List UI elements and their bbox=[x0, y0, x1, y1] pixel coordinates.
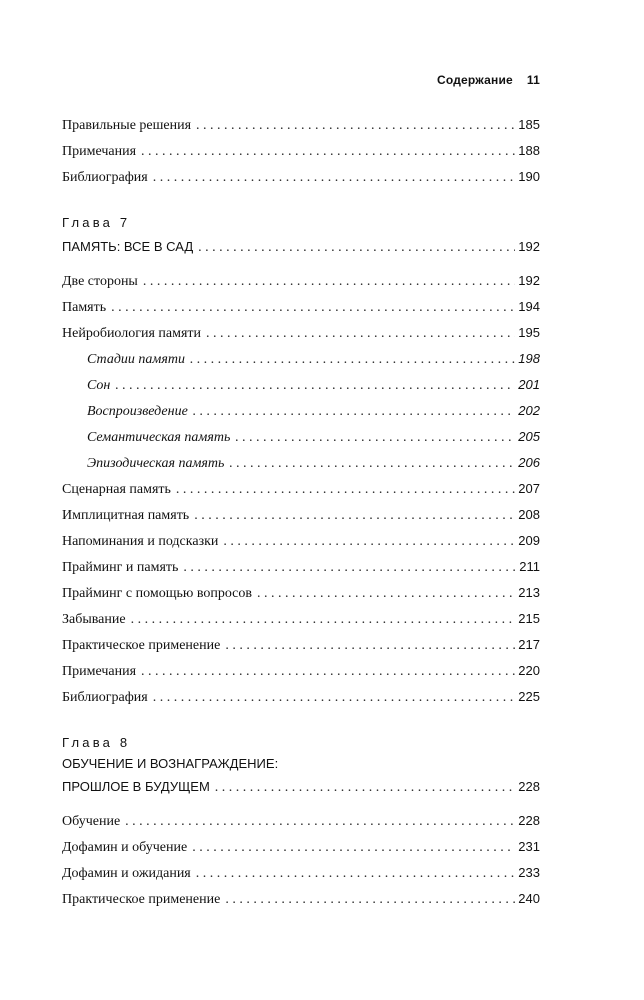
toc-entry-title: Прайминг с помощью вопросов bbox=[62, 586, 253, 601]
toc-entry-title: Нейробиология памяти bbox=[62, 326, 202, 341]
toc-entry[interactable] bbox=[62, 476, 540, 502]
toc-entry[interactable] bbox=[62, 112, 540, 138]
toc-entry-page: 205 bbox=[518, 429, 540, 444]
toc-entry[interactable] bbox=[62, 860, 540, 886]
toc-entry-title: Две стороны bbox=[62, 274, 138, 289]
toc-entry-title: Напоминания и подсказки bbox=[62, 534, 219, 549]
dot-leader bbox=[190, 347, 515, 373]
dot-leader bbox=[131, 607, 516, 633]
toc-entry[interactable] bbox=[62, 808, 540, 834]
toc-entry-title: Память bbox=[62, 300, 107, 315]
dot-leader bbox=[225, 633, 515, 659]
toc-entry-title: Практическое применение bbox=[62, 892, 221, 907]
toc-entry-page: 208 bbox=[518, 507, 540, 522]
toc-entry-page: 233 bbox=[518, 865, 540, 880]
toc-entry-page: 228 bbox=[518, 813, 540, 828]
toc-entry-page: 190 bbox=[518, 169, 540, 184]
chapter-7-title: ПАМЯТЬ: ВСЕ В САД bbox=[62, 239, 194, 254]
dot-leader bbox=[225, 887, 515, 913]
toc-entry[interactable] bbox=[62, 138, 540, 164]
toc-subentry-title: Сон bbox=[87, 378, 111, 393]
toc-entry-page: 220 bbox=[518, 663, 540, 678]
toc-entry[interactable] bbox=[62, 606, 540, 632]
dot-leader bbox=[192, 835, 515, 861]
toc-entry[interactable] bbox=[62, 834, 540, 860]
dot-leader bbox=[206, 321, 515, 347]
dot-leader bbox=[215, 775, 516, 801]
chapter-7-page: 192 bbox=[518, 239, 540, 254]
dot-leader bbox=[196, 113, 515, 139]
dot-leader bbox=[153, 165, 516, 191]
toc-entry-page: 198 bbox=[518, 351, 540, 366]
running-header-section: Содержание bbox=[436, 73, 513, 87]
toc-entry-page: 240 bbox=[518, 891, 540, 906]
toc-entry[interactable] bbox=[62, 684, 540, 710]
toc-entry-page: 215 bbox=[518, 611, 540, 626]
toc-subentry[interactable] bbox=[62, 450, 540, 476]
toc-entry[interactable] bbox=[62, 528, 540, 554]
toc-entry-page: 206 bbox=[518, 455, 540, 470]
toc-entry[interactable] bbox=[62, 554, 540, 580]
toc-entry[interactable] bbox=[62, 268, 540, 294]
toc-entry-page: 231 bbox=[518, 839, 540, 854]
dot-leader bbox=[223, 529, 515, 555]
toc-subentry-title: Семантическая память bbox=[87, 430, 231, 445]
toc-entry-title: Библиография bbox=[62, 690, 148, 705]
toc-entry-title: Сценарная память bbox=[62, 482, 171, 497]
dot-leader bbox=[141, 139, 515, 165]
toc-entry-title: Дофамин и обучение bbox=[62, 840, 188, 855]
dot-leader bbox=[115, 373, 515, 399]
toc-entry-title: Библиография bbox=[62, 170, 148, 185]
toc-entry-title: Имплицитная память bbox=[62, 508, 190, 523]
chapter-8-title-block[interactable] bbox=[62, 754, 540, 800]
dot-leader bbox=[229, 451, 515, 477]
toc-entry-page: 185 bbox=[518, 117, 540, 132]
dot-leader bbox=[176, 477, 515, 503]
chapter-8-title-line-1: ОБУЧЕНИЕ И ВОЗНАГРАЖДЕНИЕ: bbox=[62, 756, 279, 771]
toc-entry-page: 213 bbox=[518, 585, 540, 600]
toc-entry-page: 188 bbox=[518, 143, 540, 158]
toc-entry[interactable] bbox=[62, 164, 540, 190]
toc-subentry[interactable] bbox=[62, 424, 540, 450]
chapter-8-title-line-2: ПРОШЛОЕ В БУДУЩЕМ bbox=[62, 779, 210, 794]
running-header-page-number: 11 bbox=[526, 73, 540, 87]
toc-entry-title: Правильные решения bbox=[62, 118, 192, 133]
dot-leader bbox=[198, 235, 515, 261]
toc-entry[interactable] bbox=[62, 632, 540, 658]
toc-subentry-title: Эпизодическая память bbox=[87, 456, 225, 471]
chapter-7-label: Глава 7 bbox=[62, 215, 131, 230]
toc-entry[interactable] bbox=[62, 294, 540, 320]
toc-entry-title: Забывание bbox=[62, 612, 126, 627]
toc-entry-page: 209 bbox=[518, 533, 540, 548]
toc-subentry[interactable] bbox=[62, 372, 540, 398]
toc-subentry-title: Воспроизведение bbox=[87, 404, 188, 419]
toc-entry[interactable] bbox=[62, 886, 540, 912]
toc-entry-page: 225 bbox=[518, 689, 540, 704]
dot-leader bbox=[257, 581, 515, 607]
toc-entry[interactable] bbox=[62, 502, 540, 528]
toc-entry-page: 207 bbox=[518, 481, 540, 496]
dot-leader bbox=[141, 659, 515, 685]
chapter-7-title-entry[interactable] bbox=[62, 234, 540, 260]
toc-subentry-title: Стадии памяти bbox=[87, 352, 185, 367]
toc-entry-title: Прайминг и память bbox=[62, 560, 179, 575]
toc-entry[interactable] bbox=[62, 580, 540, 606]
toc-entry-title: Обучение bbox=[62, 814, 121, 829]
dot-leader bbox=[111, 295, 515, 321]
dot-leader bbox=[194, 503, 515, 529]
toc-subentry[interactable] bbox=[62, 398, 540, 424]
dot-leader bbox=[183, 555, 516, 581]
toc-entry-page: 202 bbox=[518, 403, 540, 418]
toc-entry-page: 192 bbox=[518, 273, 540, 288]
dot-leader bbox=[125, 809, 515, 835]
toc-subentry[interactable] bbox=[62, 346, 540, 372]
toc-entry[interactable] bbox=[62, 320, 540, 346]
table-of-contents bbox=[62, 112, 540, 912]
dot-leader bbox=[153, 685, 516, 711]
toc-entry-page: 211 bbox=[519, 559, 540, 574]
chapter-8-page: 228 bbox=[518, 779, 540, 794]
toc-entry-title: Практическое применение bbox=[62, 638, 221, 653]
dot-leader bbox=[193, 399, 516, 425]
toc-entry-title: Примечания bbox=[62, 144, 137, 159]
dot-leader bbox=[143, 269, 515, 295]
dot-leader bbox=[235, 425, 515, 451]
chapter-8-label: Глава 8 bbox=[62, 735, 131, 750]
toc-entry[interactable] bbox=[62, 658, 540, 684]
toc-entry-page: 201 bbox=[518, 377, 540, 392]
toc-entry-page: 195 bbox=[518, 325, 540, 340]
toc-entry-page: 217 bbox=[518, 637, 540, 652]
chapter-8-title-entry[interactable] bbox=[62, 774, 540, 800]
toc-entry-title: Примечания bbox=[62, 664, 137, 679]
toc-entry-title: Дофамин и ожидания bbox=[62, 866, 191, 881]
dot-leader bbox=[196, 861, 516, 887]
running-header bbox=[437, 73, 540, 87]
toc-entry-page: 194 bbox=[518, 299, 540, 314]
